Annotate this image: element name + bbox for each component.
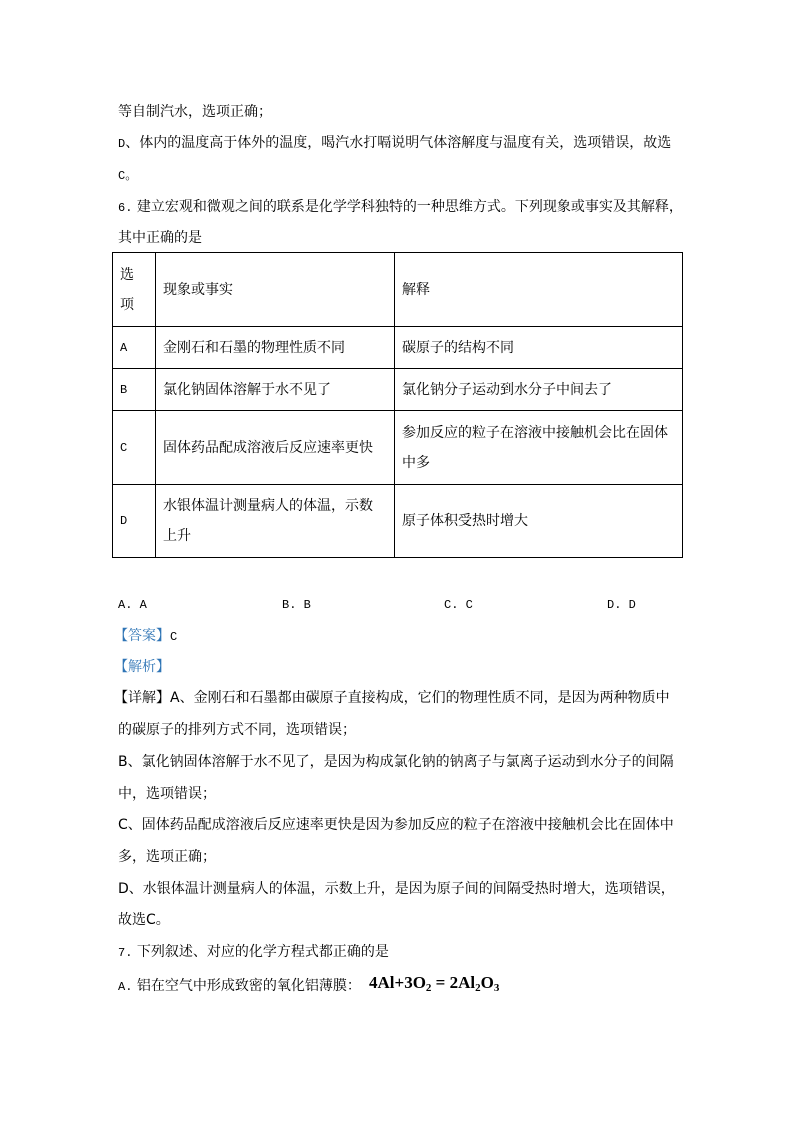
answer-label: 【答案】 bbox=[114, 628, 170, 644]
header-fact: 现象或事实 bbox=[156, 253, 395, 327]
detail-label: 【详解】 bbox=[114, 690, 170, 706]
question-7-option-a bbox=[118, 977, 361, 996]
header-option-line: 选 bbox=[120, 266, 134, 283]
chemical-equation bbox=[369, 973, 499, 994]
row-option: A bbox=[113, 327, 156, 369]
row-fact: 氯化钠固体溶解于水不见了 bbox=[156, 369, 395, 411]
detail-line: 中，选项错误； bbox=[118, 786, 216, 802]
answer-value: C bbox=[170, 630, 178, 644]
detail-line: B、氯化钠固体溶解于水不见了，是因为构成氯化钠的钠离子与氯离子运动到水分子的间隔 bbox=[118, 754, 674, 770]
detail-text: A、金刚石和石墨都由碳原子直接构成，它们的物理性质不同，是因为两种物质中 bbox=[170, 690, 670, 706]
choice-a: A. A bbox=[118, 598, 147, 612]
question-6-table bbox=[112, 252, 683, 558]
question-stem-text: 建立宏观和微观之间的联系是化学学科独特的一种思维方式。下列现象或事实及其解释， bbox=[136, 199, 683, 215]
header-option-line: 项 bbox=[120, 296, 134, 313]
choice-d: D. D bbox=[607, 598, 636, 612]
row-explanation-line: 中多 bbox=[402, 454, 430, 471]
question-number: 6. bbox=[118, 201, 133, 215]
question-7-stem bbox=[118, 943, 389, 962]
table-row bbox=[113, 369, 683, 411]
row-explanation: 氯化钠分子运动到水分子中间去了 bbox=[395, 369, 683, 411]
row-explanation-line: 参加反应的粒子在溶液中接触机会比在固体 bbox=[402, 424, 668, 441]
eq-op: + bbox=[394, 973, 405, 992]
detail-line: 多，选项正确； bbox=[118, 849, 216, 865]
choice-c: C. C bbox=[444, 598, 473, 612]
detail-line bbox=[114, 689, 670, 707]
table-header-row bbox=[113, 253, 683, 327]
row-option: C bbox=[113, 411, 156, 485]
row-fact: 固体药品配成溶液后反应速率更快 bbox=[156, 411, 395, 485]
table-row bbox=[113, 327, 683, 369]
eq-term: 4Al bbox=[369, 973, 395, 992]
eq-op: = bbox=[435, 973, 446, 992]
eq-term: O bbox=[480, 973, 494, 992]
prev-explanation-line bbox=[118, 166, 137, 185]
header-explanation: 解释 bbox=[395, 253, 683, 327]
detail-line: C、固体药品配成溶液后反应速率更快是因为参加反应的粒子在溶液中接触机会比在固体中 bbox=[118, 817, 674, 833]
detail-line: D、水银体温计测量病人的体温，示数上升，是因为原子间的间隔受热时增大，选项错误， bbox=[118, 881, 675, 897]
header-option bbox=[113, 253, 156, 327]
row-fact bbox=[156, 485, 395, 558]
row-fact: 金刚石和石墨的物理性质不同 bbox=[156, 327, 395, 369]
row-option: B bbox=[113, 369, 156, 411]
row-fact-line: 水银体温计测量病人的体温，示数 bbox=[163, 498, 373, 514]
eq-sub: 2 bbox=[475, 982, 481, 994]
prev-explanation-line: 等自制汽水，选项正确； bbox=[118, 104, 272, 120]
option-text: 铝在空气中形成致密的氧化铝薄膜： bbox=[136, 978, 361, 994]
eq-sub: 3 bbox=[493, 982, 500, 994]
prev-explanation-text: C。 bbox=[118, 169, 138, 183]
detail-line: 的碳原子的排列方式不同，选项错误； bbox=[118, 722, 356, 738]
question-stem-text: 下列叙述、对应的化学方程式都正确的是 bbox=[136, 944, 389, 960]
row-explanation bbox=[395, 411, 683, 485]
row-explanation: 碳原子的结构不同 bbox=[395, 327, 683, 369]
option-label: A. bbox=[118, 980, 133, 994]
detail-line: 故选C。 bbox=[118, 912, 170, 928]
answer-line bbox=[114, 627, 177, 646]
eq-term: 2Al bbox=[449, 973, 476, 992]
eq-sub: 2 bbox=[425, 982, 432, 994]
question-number: 7. bbox=[118, 946, 133, 960]
eq-term: 3O bbox=[404, 973, 426, 992]
choice-b: B. B bbox=[282, 598, 311, 612]
table-row bbox=[113, 411, 683, 485]
row-explanation: 原子体积受热时增大 bbox=[395, 485, 683, 558]
prev-explanation-text: 、体内的温度高于体外的温度，喝汽水打嗝说明气体溶解度与温度有关，选项错误，故选 bbox=[125, 135, 672, 151]
option-letter: D bbox=[118, 137, 126, 151]
row-fact-line: 上升 bbox=[163, 528, 191, 544]
row-option: D bbox=[113, 485, 156, 558]
table-row bbox=[113, 485, 683, 558]
analysis-label: 【解析】 bbox=[114, 659, 170, 675]
question-6-stem bbox=[118, 198, 683, 217]
prev-explanation-line bbox=[118, 134, 671, 153]
question-6-stem-cont: 其中正确的是 bbox=[118, 230, 202, 246]
